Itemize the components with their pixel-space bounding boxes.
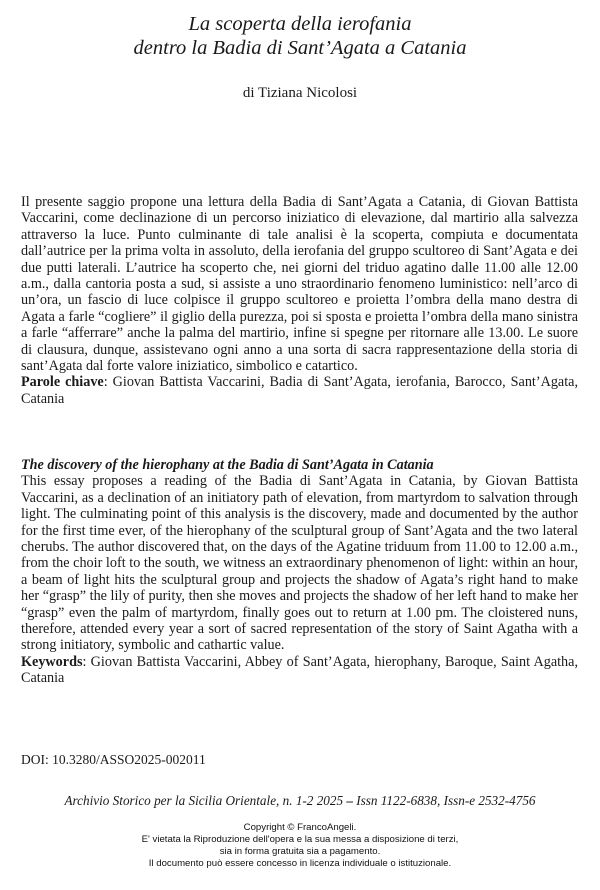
abstract-english-text: This essay proposes a reading of the Badia di Sant’Agata in Catania, by Giovan Battista Vaccarini, as a declination of an initiatory path of elevation, from martyrdom to salvation through light. The culminating point of this analysis is the discovery, made and documented by the author for the first time ever, of the hierophany of the sculptural group of Sant’Agata and the two lateral cherubs. The author discovered that, on the days of the Agatine triduum from 11.00 to 12.00 a.m., from the choir loft to the south, we witness an extraordinary phenomenon of light: within an hour, a beam of light hits the sculptural group and projects the shadow of Agata’s right hand to make her “grasp” the lily of purity, then she moves and projects the shadow of her left hand to make her “grasp” even the palm of martyrdom, finally goes out to return at 1.00 pm. The cloistered nuns, therefore, attended every year a sort of sacred representation of the story of Saint Agatha with a strong initiatory, symbolic and cathartic value. [21, 473, 578, 654]
abstract-italian [21, 194, 578, 407]
keywords-english: : Giovan Battista Vaccarini, Abbey of Sant’Agata, hierophany, Baroque, Saint Agatha, Catania [21, 653, 578, 687]
doi-reference: DOI: 10.3280/ASSO2025-002011 [21, 752, 206, 767]
article-title-line-1: La scoperta della ierofania [188, 13, 412, 35]
english-title: The discovery of the hierophany at the Badia di Sant’Agata in Catania [21, 457, 434, 473]
journal-citation [0, 793, 600, 809]
abstract-italian-text: Il presente saggio propone una lettura della Badia di Sant’Agata a Catania, di Giovan Battista Vaccarini, come declinazione di un percorso iniziatico di elevazione, dal martirio alla salvezza attraverso la luce. Punto culminante di tale analisi è la scoperta, compiuta e documentata dall’autrice per la prima volta in assoluto, della ierofania del gruppo scultoreo di Sant’Agata e dei due putti laterali. L’autrice ha scoperto che, nei giorni del triduo agatino dalle 11.00 alle 12.00 a.m., dalla cantoria posta a sud, si assiste a uno straordinario fenomeno luministico: nell’arco di un’ora, un fascio di luce colpisce il gruppo scultoreo e proietta l’ombra della mano destra di Agata a farle “cogliere” il giglio della purezza, poi si sposta e proietta l’ombra della mano sinistra a farle “afferrare” anche la palma del martirio, infine si spegne per ritornare alle 13.00. Le suore di clausura, dunque, assistevano ogni anno a una sorta di sacra rappresentazione della storia di sant’Agata dal forte valore iniziatico, simbolico e catartico. [21, 194, 578, 375]
journal-name: Archivio Storico per la Sicilia Orientale, n. 1-2 2025 [64, 793, 344, 808]
keywords-italian: : Giovan Battista Vaccarini, Badia di Sant’Agata, ierofania, Barocco, Sant’Agata, Catania [21, 374, 578, 407]
journal-separator: – [343, 793, 357, 808]
copyright-notice [0, 822, 600, 870]
article-title-line-2: dentro la Badia di Sant’Agata a Catania [133, 37, 467, 59]
keywords-english-label: Keywords [21, 653, 83, 670]
copyright-line-2: E' vietata la Riproduzione dell'opera e la sua messa a disposizione di terzi, [141, 834, 459, 845]
abstract-english [21, 457, 578, 687]
copyright-line-1: Copyright © FrancoAngeli. [243, 822, 357, 833]
copyright-line-4: Il documento può essere concesso in licenza individuale o istituzionale. [148, 858, 452, 869]
journal-issn: Issn 1122-6838, Issn-e 2532-4756 [356, 793, 536, 808]
copyright-line-3: sia in forma gratuita sia a pagamento. [219, 846, 381, 857]
article-author: di Tiziana Nicolosi [242, 85, 358, 101]
article-title [0, 12, 600, 60]
keywords-italian-label: Parole chiave [21, 374, 104, 391]
